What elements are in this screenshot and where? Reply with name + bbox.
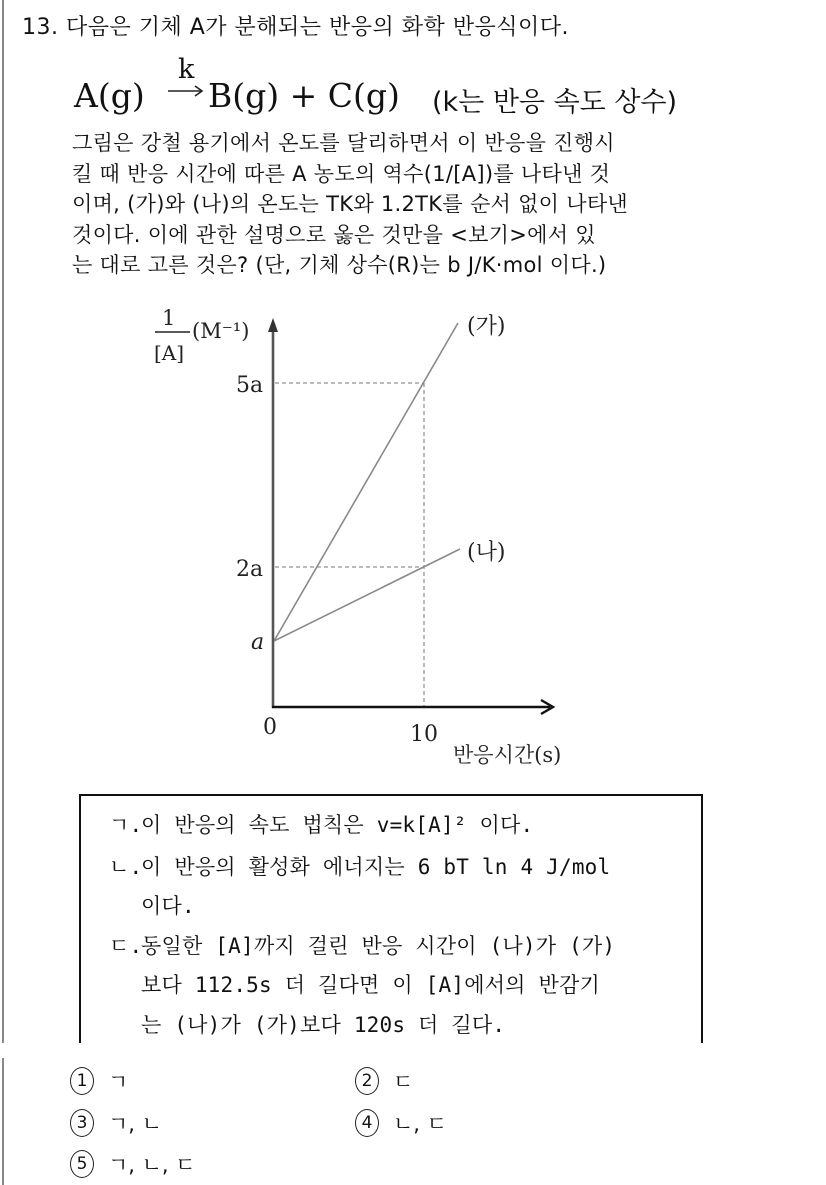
- y-tick-2a: 2a: [236, 557, 264, 582]
- bogi-text: 동일한 [A]까지 걸린 반응 시간이 (나)가 (가): [141, 934, 616, 958]
- choice-4[interactable]: [355, 1108, 447, 1138]
- y-label-numerator: 1: [162, 306, 176, 330]
- x-axis-arrow-icon: [541, 700, 553, 714]
- series-line-na: [274, 549, 460, 641]
- series-line-ga: [274, 323, 458, 641]
- choice-number-circle-icon: 1: [70, 1067, 94, 1095]
- bogi-item-digeut: [109, 930, 615, 960]
- bogi-text: 는 (나)가 (가)보다 120s 더 길다.: [141, 1013, 506, 1037]
- bogi-text: 이 반응의 활성화 에너지는 6 bT ln 4 J/mol: [141, 855, 611, 879]
- bogi-text: 보다 112.5s 더 길다면 이 [A]에서의 반감기: [141, 973, 600, 997]
- choice-text: ㄷ: [393, 1070, 414, 1094]
- left-margin-rule: [2, 0, 4, 1043]
- stem-line: 는 대로 고른 것은? (단, 기체 상수(R)는 b J/K·mol 이다.): [72, 253, 607, 277]
- choice-number-circle-icon: 5: [70, 1150, 94, 1178]
- y-tick-a: a: [251, 630, 265, 655]
- stem-line: 이며, (가)와 (나)의 온도는 TK와 1.2TK를 순서 없이 나타낸: [72, 192, 628, 216]
- x-axis-label: 반응시간(s): [453, 743, 562, 767]
- y-tick-5a: 5a: [236, 373, 264, 398]
- choice-text: ㄱ: [108, 1070, 129, 1094]
- choice-1[interactable]: [70, 1066, 128, 1096]
- left-margin-rule-lower: [2, 1058, 4, 1185]
- choice-2[interactable]: [355, 1066, 413, 1096]
- bogi-item-digeut-cont1: [141, 969, 600, 999]
- bogi-item-giyeok: [109, 809, 533, 839]
- question-title-text: 다음은 기체 A가 분해되는 반응의 화학 반응식이다.: [66, 15, 570, 40]
- choice-number-circle-icon: 2: [355, 1067, 379, 1095]
- choice-number-circle-icon: 3: [70, 1109, 94, 1137]
- choice-text: ㄴ, ㄷ: [393, 1112, 447, 1136]
- bogi-label: ㄴ.: [109, 855, 143, 879]
- stem-line: 그림은 강철 용기에서 온도를 달리하면서 이 반응을 진행시: [72, 131, 615, 155]
- bogi-text: 이 반응의 속도 법칙은 v=k[A]² 이다.: [141, 813, 534, 837]
- choice-3[interactable]: [70, 1108, 162, 1138]
- question-stem: [72, 128, 772, 281]
- bogi-text: 이다.: [141, 894, 195, 918]
- stem-line: 킬 때 반응 시간에 따른 A 농도의 역수(1/[A])를 나타낸 것: [72, 161, 611, 186]
- x-tick-10: 10: [410, 722, 438, 747]
- bogi-item-nieun-cont: [141, 890, 195, 920]
- series-label-ga: (가): [467, 314, 506, 339]
- reactant: A(g): [74, 76, 145, 115]
- bogi-label: ㄷ.: [109, 934, 143, 958]
- choice-text: ㄱ, ㄴ, ㄷ: [108, 1153, 196, 1177]
- choice-text: ㄱ, ㄴ: [108, 1112, 162, 1136]
- y-label-denominator: [A]: [154, 341, 185, 365]
- y-axis-arrow-icon: [268, 318, 278, 332]
- x-tick-0: 0: [263, 715, 277, 740]
- rate-constant-label: k: [178, 54, 195, 85]
- series-label-na: (나): [467, 540, 506, 565]
- y-label-unit: (M⁻¹): [192, 319, 250, 343]
- rate-constant-note: (k는 반응 속도 상수): [432, 87, 678, 118]
- bogi-box: [79, 794, 703, 1043]
- question-number: 13.: [22, 15, 59, 40]
- choice-5[interactable]: [70, 1149, 196, 1179]
- products: B(g) + C(g): [208, 76, 400, 115]
- bogi-label: ㄱ.: [109, 813, 143, 837]
- bogi-item-digeut-cont2: [141, 1009, 505, 1039]
- choice-number-circle-icon: 4: [355, 1109, 379, 1137]
- stem-line: 것이다. 이에 관한 설명으로 옳은 것만을 <보기>에서 있: [72, 222, 596, 247]
- bogi-item-nieun: [109, 851, 610, 881]
- question-title: [22, 10, 569, 41]
